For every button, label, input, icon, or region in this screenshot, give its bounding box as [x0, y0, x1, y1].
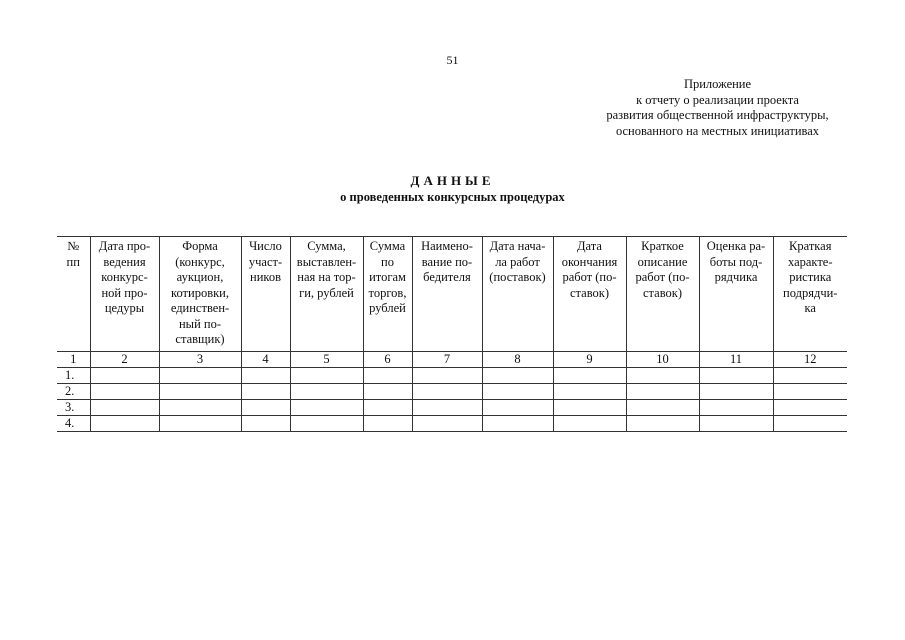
appendix-line: Приложение: [683, 77, 752, 91]
table-cell: [482, 368, 553, 384]
column-number: 7: [412, 352, 482, 368]
column-header: Краткое описание работ (по- ставок): [626, 237, 699, 352]
table-cell: [363, 400, 412, 416]
column-number: 10: [626, 352, 699, 368]
table-cell: [773, 384, 847, 400]
table-cell: [412, 400, 482, 416]
appendix-line: основанного на местных инициативах: [615, 123, 820, 138]
table-cell: [290, 368, 363, 384]
column-number-row: [57, 352, 847, 368]
table-cell: [90, 384, 159, 400]
column-number: 2: [90, 352, 159, 368]
table-cell: [159, 384, 241, 400]
table-row: [57, 416, 847, 432]
table-cell: [626, 384, 699, 400]
column-header: Оценка ра- боты под- рядчика: [699, 237, 773, 352]
appendix-note: [585, 77, 850, 139]
row-number-cell: 3.: [57, 400, 90, 416]
table-cell: [699, 368, 773, 384]
table-cell: [412, 384, 482, 400]
table-cell: [626, 400, 699, 416]
procurement-table: [57, 236, 847, 432]
column-header: Дата про- ведения конкурс- ной про- цедуры: [90, 237, 159, 352]
appendix-line: к отчету о реализации проекта: [636, 92, 799, 107]
column-header: Краткая характе- ристика подрядчи- ка: [773, 237, 847, 352]
table-cell: [363, 384, 412, 400]
table-cell: [626, 416, 699, 432]
column-number: 1: [57, 352, 90, 368]
appendix-line: развития общественной инфраструктуры,: [606, 108, 829, 122]
column-header: Сумма по итогам торгов, рублей: [363, 237, 412, 352]
column-number: 4: [241, 352, 290, 368]
table-cell: [699, 384, 773, 400]
table-cell: [773, 368, 847, 384]
table-cell: [241, 416, 290, 432]
table-cell: [90, 400, 159, 416]
column-header: Дата нача- ла работ (поставок): [482, 237, 553, 352]
table-cell: [482, 400, 553, 416]
table-cell: [412, 416, 482, 432]
table-cell: [553, 416, 626, 432]
row-number-cell: 1.: [57, 368, 90, 384]
table-cell: [363, 368, 412, 384]
column-number: 3: [159, 352, 241, 368]
row-number-cell: 4.: [57, 416, 90, 432]
table-cell: [290, 384, 363, 400]
table-cell: [773, 416, 847, 432]
column-header: Наимено- вание по- бедителя: [412, 237, 482, 352]
column-number: 8: [482, 352, 553, 368]
table-row: [57, 384, 847, 400]
table-cell: [699, 416, 773, 432]
table-cell: [290, 416, 363, 432]
table-row: [57, 400, 847, 416]
table-cell: [159, 400, 241, 416]
table-cell: [553, 400, 626, 416]
table-cell: [626, 368, 699, 384]
column-header: № пп: [57, 237, 90, 352]
page-number: 51: [446, 53, 459, 67]
column-header: Число участ- ников: [241, 237, 290, 352]
table-cell: [241, 368, 290, 384]
column-number: 5: [290, 352, 363, 368]
table-header-row: [57, 237, 847, 352]
table-cell: [699, 400, 773, 416]
table-row: [57, 368, 847, 384]
table-cell: [363, 416, 412, 432]
column-number: 9: [553, 352, 626, 368]
table-cell: [241, 384, 290, 400]
table-cell: [412, 368, 482, 384]
table-cell: [241, 400, 290, 416]
column-header: Форма (конкурс, аукцион, котировки, единствен- ный по- ставщик): [159, 237, 241, 352]
table-cell: [482, 384, 553, 400]
column-header: Сумма, выставлен- ная на тор- ги, рублей: [290, 237, 363, 352]
table-cell: [159, 368, 241, 384]
document-subtitle: о проведенных конкурсных процедурах: [340, 190, 565, 204]
column-number: 6: [363, 352, 412, 368]
column-number: 11: [699, 352, 773, 368]
column-number: 12: [773, 352, 847, 368]
table-cell: [773, 400, 847, 416]
table-cell: [90, 416, 159, 432]
document-title: ДАННЫЕ: [410, 173, 495, 188]
row-number-cell: 2.: [57, 384, 90, 400]
table-cell: [90, 368, 159, 384]
column-header: Дата окончания работ (по- ставок): [553, 237, 626, 352]
table-cell: [290, 400, 363, 416]
table-cell: [553, 368, 626, 384]
table-cell: [553, 384, 626, 400]
table-cell: [159, 416, 241, 432]
table-cell: [482, 416, 553, 432]
